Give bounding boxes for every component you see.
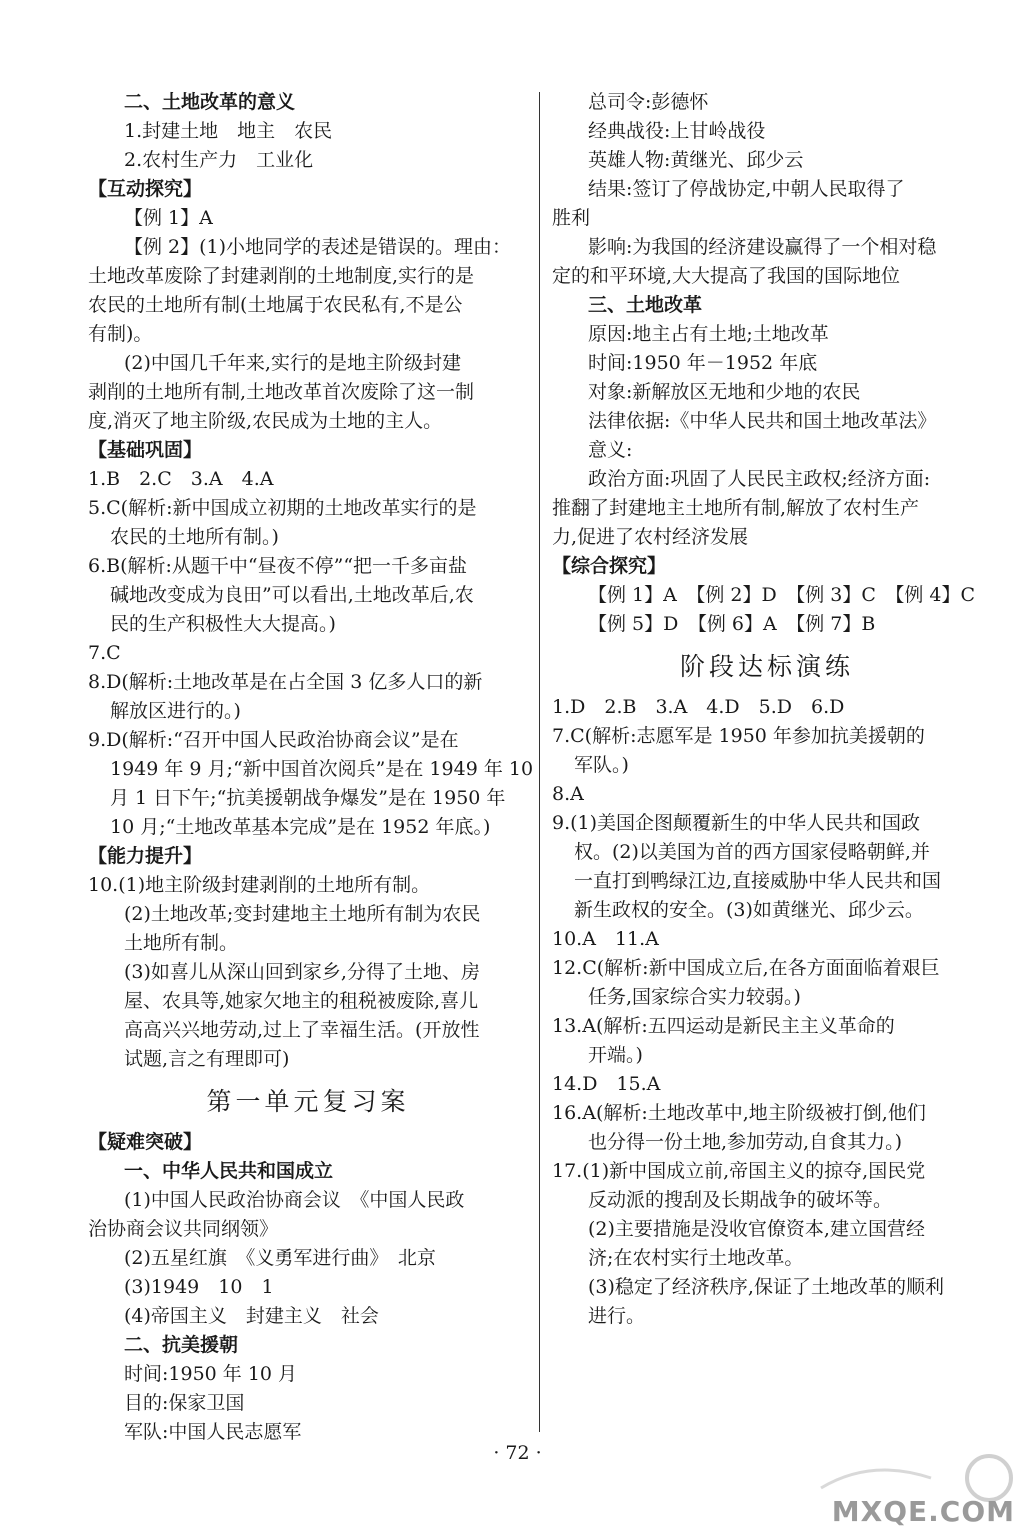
text-line: 进行。 bbox=[588, 1305, 646, 1327]
text-line: (2)土地改革;变封建地主土地所有制为农民 bbox=[124, 903, 481, 925]
text-line: 军队:中国人民志愿军 bbox=[124, 1421, 302, 1443]
text-line: 目的:保家卫国 bbox=[124, 1392, 245, 1414]
section-header: 【能力提升】 bbox=[88, 845, 203, 867]
text-line: 推翻了封建地主土地所有制,解放了农村生产 bbox=[552, 497, 920, 519]
text-line: 法律依据:《中华人民共和国土地改革法》 bbox=[588, 410, 937, 432]
text-line: 土地改革废除了封建剥削的土地制度,实行的是 bbox=[88, 265, 475, 287]
text-line: 总司令:彭德怀 bbox=[588, 91, 709, 113]
text-line: 结果:签订了停战协定,中朝人民取得了 bbox=[588, 178, 905, 200]
section-header: 【综合探究】 bbox=[552, 555, 667, 577]
text-line: (2)中国几千年来,实行的是地主阶级封建 bbox=[124, 352, 461, 374]
text-line: 开端。) bbox=[588, 1044, 643, 1066]
text-line: 10 月;“土地改革基本完成”是在 1952 年底。) bbox=[110, 816, 491, 838]
text-line: 时间:1950 年－1952 年底 bbox=[588, 352, 818, 374]
text-line: (3)稳定了经济秩序,保证了土地改革的顺利 bbox=[588, 1276, 944, 1298]
text-line: 权。(2)以美国为首的西方国家侵略朝鲜,并 bbox=[574, 841, 930, 863]
text-line: 经典战役:上甘岭战役 bbox=[588, 120, 766, 142]
text-line: 1.D 2.B 3.A 4.D 5.D 6.D bbox=[552, 696, 845, 718]
text-line: (2)主要措施是没收官僚资本,建立国营经 bbox=[588, 1218, 925, 1240]
text-line: (4)帝国主义 封建主义 社会 bbox=[124, 1305, 379, 1327]
text-line: (1)中国人民政治协商会议 《中国人民政 bbox=[124, 1189, 465, 1211]
right-column bbox=[552, 88, 982, 1331]
text-line: 试题,言之有理即可) bbox=[124, 1048, 290, 1070]
text-line: 碱地改变成为良田”可以看出,土地改革后,农 bbox=[110, 584, 474, 606]
text-line: 也分得一份土地,参加劳动,自食其力。) bbox=[588, 1131, 902, 1153]
text-line: (3)如喜儿从深山回到家乡,分得了土地、房 bbox=[124, 961, 480, 983]
left-column bbox=[88, 88, 534, 1447]
text-line: 农民的土地所有制。) bbox=[110, 526, 279, 548]
text-line: 14.D 15.A bbox=[552, 1073, 661, 1095]
text-line: 治协商会议共同纲领》 bbox=[88, 1218, 279, 1240]
text-line: 16.A(解析:土地改革中,地主阶级被打倒,他们 bbox=[552, 1102, 926, 1124]
text-line: 5.C(解析:新中国成立初期的土地改革实行的是 bbox=[88, 497, 477, 519]
text-line: 反动派的搜刮及长期战争的破坏等。 bbox=[588, 1189, 893, 1211]
text-line: 1.B 2.C 3.A 4.A bbox=[88, 468, 274, 490]
text-line: 屋、农具等,她家欠地主的租税被废除,喜儿 bbox=[124, 990, 479, 1012]
text-line: 7.C bbox=[88, 642, 121, 664]
text-line: 有制)。 bbox=[88, 323, 153, 345]
text-line: 度,消灭了地主阶级,农民成为土地的主人。 bbox=[88, 410, 443, 432]
text-line: 9.(1)美国企图颠覆新生的中华人民共和国政 bbox=[552, 812, 921, 834]
text-line: 农民的土地所有制(土地属于农民私有,不是公 bbox=[88, 294, 463, 316]
text-line: 【例 1】A 【例 2】D 【例 3】C 【例 4】C bbox=[588, 584, 976, 606]
text-line: 意义: bbox=[588, 439, 633, 461]
text-line: 新生政权的安全。(3)如黄继光、邱少云。 bbox=[574, 899, 924, 921]
watermark-text: MXQE.COM bbox=[831, 1495, 1015, 1528]
text-line: 一、中华人民共和国成立 bbox=[124, 1160, 334, 1182]
text-line: 6.B(解析:从题干中“昼夜不停”“把一千多亩盐 bbox=[88, 555, 468, 577]
text-line: (2)五星红旗 《义勇军进行曲》 北京 bbox=[124, 1247, 436, 1269]
text-line: 任务,国家综合实力较弱。) bbox=[588, 986, 801, 1008]
text-line: 7.C(解析:志愿军是 1950 年参加抗美援朝的 bbox=[552, 725, 925, 747]
text-line: 8.A bbox=[552, 783, 584, 805]
text-line: 政治方面:巩固了人民民主政权;经济方面: bbox=[588, 468, 931, 490]
text-line: 解放区进行的。) bbox=[110, 700, 241, 722]
text-line: 时间:1950 年 10 月 bbox=[124, 1363, 298, 1385]
text-line: 2.农村生产力 工业化 bbox=[124, 149, 314, 171]
section-header: 【互动探究】 bbox=[88, 178, 203, 200]
text-line: 定的和平环境,大大提高了我国的国际地位 bbox=[552, 265, 901, 287]
text-line: 胜利 bbox=[552, 207, 591, 229]
section-header: 【基础巩固】 bbox=[88, 439, 203, 461]
text-line: 【例 2】(1)小地同学的表述是错误的。理由： bbox=[124, 236, 512, 258]
text-line: 月 1 日下午;“抗美援朝战争爆发”是在 1950 年 bbox=[110, 787, 506, 809]
text-line: 影响:为我国的经济建设赢得了一个相对稳 bbox=[588, 236, 937, 258]
text-line: 济;在农村实行土地改革。 bbox=[588, 1247, 804, 1269]
text-line: 军队。) bbox=[574, 754, 629, 776]
text-line: 二、抗美援朝 bbox=[124, 1334, 239, 1356]
section-header: 【疑难突破】 bbox=[88, 1131, 203, 1153]
text-line: 12.C(解析:新中国成立后,在各方面面临着艰巨 bbox=[552, 957, 940, 979]
text-line: 1949 年 9 月;“新中国首次阅兵”是在 1949 年 10 bbox=[110, 758, 534, 780]
text-line: 17.(1)新中国成立前,帝国主义的掠夺,国民党 bbox=[552, 1160, 926, 1182]
text-line: 10.(1)地主阶级封建剥削的土地所有制。 bbox=[88, 874, 431, 896]
text-line: 一直打到鸭绿江边,直接威胁中华人民共和国 bbox=[574, 870, 942, 892]
text-line: 对象:新解放区无地和少地的农民 bbox=[588, 381, 861, 403]
text-line: 13.A(解析:五四运动是新民主主义革命的 bbox=[552, 1015, 895, 1037]
text-line: 1.封建土地 地主 农民 bbox=[124, 120, 333, 142]
column-divider bbox=[539, 92, 540, 1432]
text-line: 8.D(解析:土地改革是在占全国 3 亿多人口的新 bbox=[88, 671, 483, 693]
text-line: 民的生产积极性大大提高。) bbox=[110, 613, 336, 635]
text-line: 原因:地主占有土地;土地改革 bbox=[588, 323, 829, 345]
text-line: 10.A 11.A bbox=[552, 928, 659, 950]
text-line: 【例 5】D 【例 6】A 【例 7】B bbox=[588, 613, 876, 635]
text-line: 【例 1】A bbox=[124, 207, 213, 229]
text-line: 英雄人物:黄继光、邱少云 bbox=[588, 149, 804, 171]
page-number: · 72 · bbox=[493, 1442, 542, 1464]
text-line: 力,促进了农村经济发展 bbox=[552, 526, 749, 548]
text-line: 高高兴兴地劳动,过上了幸福生活。(开放性 bbox=[124, 1019, 480, 1041]
text-line: 剥削的土地所有制,土地改革首次废除了这一制 bbox=[88, 381, 475, 403]
text-line: (3)1949 10 1 bbox=[124, 1276, 274, 1298]
section-title: 第一单元复习案 bbox=[206, 1087, 410, 1116]
text-line: 二、土地改革的意义 bbox=[124, 91, 296, 113]
text-line: 9.D(解析:“召开中国人民政治协商会议”是在 bbox=[88, 729, 459, 751]
section-title: 阶段达标演练 bbox=[679, 652, 854, 681]
text-line: 土地所有制。 bbox=[124, 932, 239, 954]
text-line: 三、土地改革 bbox=[588, 294, 703, 316]
